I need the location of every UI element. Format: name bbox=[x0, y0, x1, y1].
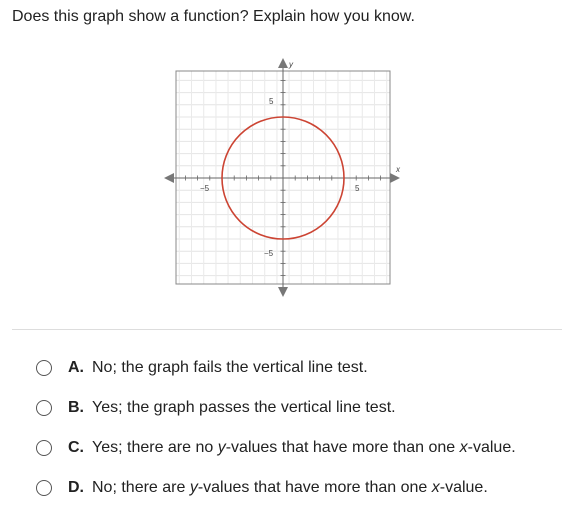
coordinate-graph bbox=[160, 55, 410, 300]
option-letter: A. bbox=[68, 359, 84, 376]
tick-label-y-neg5: −5 bbox=[264, 249, 274, 258]
question-text: Does this graph show a function? Explain how you know. bbox=[12, 8, 415, 25]
divider bbox=[12, 329, 562, 330]
option-text: No; the graph fails the vertical line test. bbox=[92, 359, 368, 376]
tick-label-x-neg5: −5 bbox=[200, 184, 210, 193]
radio-button-icon[interactable] bbox=[36, 400, 52, 416]
option-a[interactable] bbox=[36, 356, 368, 380]
y-axis-arrow-down-icon bbox=[278, 287, 288, 297]
y-axis-label: y bbox=[289, 60, 293, 69]
option-d[interactable] bbox=[36, 476, 488, 500]
option-b[interactable] bbox=[36, 396, 396, 420]
x-axis-arrow-left-icon bbox=[164, 173, 174, 183]
tick-label-y-pos5: 5 bbox=[269, 97, 274, 106]
x-axis-label: x bbox=[396, 165, 400, 174]
y-axis-arrow-up-icon bbox=[278, 58, 288, 68]
option-letter: B. bbox=[68, 399, 84, 416]
radio-button-icon[interactable] bbox=[36, 480, 52, 496]
x-axis-arrow-right-icon bbox=[390, 173, 400, 183]
tick-label-x-pos5: 5 bbox=[355, 184, 360, 193]
option-text: Yes; the graph passes the vertical line test. bbox=[92, 399, 396, 416]
radio-button-icon[interactable] bbox=[36, 360, 52, 376]
radio-button-icon[interactable] bbox=[36, 440, 52, 456]
option-letter: C. bbox=[68, 439, 84, 456]
option-text: Yes; there are no y-values that have more than one x-value. bbox=[92, 439, 516, 456]
option-text: No; there are y-values that have more than one x-value. bbox=[92, 479, 488, 496]
option-letter: D. bbox=[68, 479, 84, 496]
option-c[interactable] bbox=[36, 436, 516, 460]
